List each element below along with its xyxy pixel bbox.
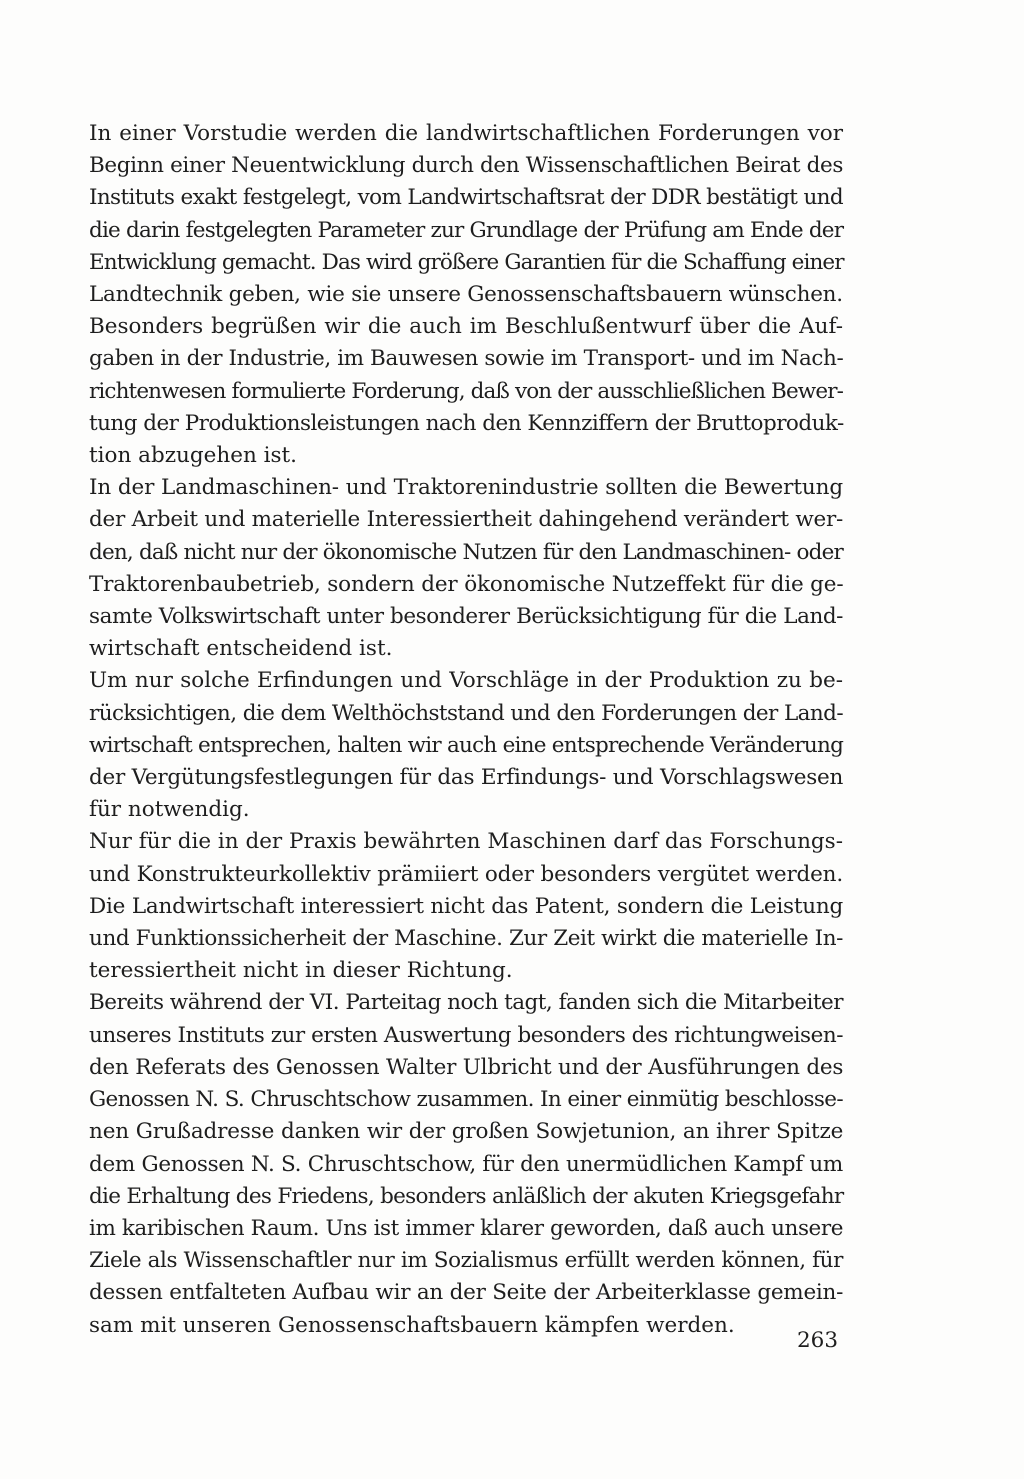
text-line: dem Genossen N. S. Chruschtschow, für den unermüdlichen Kampf um xyxy=(89,1151,843,1177)
text-line: Instituts exakt festgelegt, vom Landwirtschaftsrat der DDR bestätigt und xyxy=(89,185,844,211)
text-line: Entwicklung gemacht. Das wird größere Garantien für die Schaffung einer xyxy=(89,249,844,275)
text-line: für notwendig. xyxy=(89,797,250,823)
text-line: tung der Produktionsleistungen nach den Kennziffern der Bruttoproduk- xyxy=(89,410,844,436)
text-line: samte Volkswirtschaft unter besonderer Berücksichtigung für die Land- xyxy=(89,604,843,630)
text-line: Genossen N. S. Chruschtschow zusammen. In einer einmütig beschlosse- xyxy=(89,1087,843,1113)
text-line: die Erhaltung des Friedens, besonders anläßlich der akuten Kriegsgefahr xyxy=(89,1183,844,1209)
paragraph xyxy=(89,472,843,665)
text-line: Um nur solche Erfindungen und Vorschläge in der Produktion zu be- xyxy=(89,668,843,694)
text-line: Nur für die in der Praxis bewährten Maschinen darf das Forschungs- xyxy=(89,829,843,855)
text-line: rücksichtigen, die dem Welthöchststand und den Forderungen der Land- xyxy=(89,700,843,726)
text-line: im karibischen Raum. Uns ist immer klarer geworden, daß auch unsere xyxy=(89,1215,843,1241)
text-line: Besonders begrüßen wir die auch im Beschlußentwurf über die Auf- xyxy=(89,314,843,340)
text-line: In einer Vorstudie werden die landwirtschaftlichen Forderungen vor xyxy=(89,121,843,146)
text-line: sam mit unseren Genossenschaftsbauern kämpfen werden. xyxy=(89,1312,735,1338)
text-line: In der Landmaschinen- und Traktorenindustrie sollten die Bewertung xyxy=(89,475,843,501)
text-line: dessen entfalteten Aufbau wir an der Seite der Arbeiterklasse gemein- xyxy=(89,1280,844,1306)
paragraph xyxy=(89,118,843,311)
text-line: wirtschaft entsprechen, halten wir auch eine entsprechende Veränderung xyxy=(89,732,844,758)
text-line: der Vergütungsfestlegungen für das Erfindungs- und Vorschlagswesen xyxy=(89,765,844,791)
text-line: Beginn einer Neuentwicklung durch den Wissenschaftlichen Beirat des xyxy=(89,153,843,179)
paragraph xyxy=(89,826,843,987)
text-line: unseres Instituts zur ersten Auswertung besonders des richtungweisen- xyxy=(89,1022,843,1048)
text-line: und Funktionssicherheit der Maschine. Zur Zeit wirkt die materielle In- xyxy=(89,926,843,952)
text-line: Ziele als Wissenschaftler nur im Sozialismus erfüllt werden können, für xyxy=(89,1248,843,1274)
text-line: der Arbeit und materielle Interessiertheit dahingehend verändert wer- xyxy=(89,507,843,533)
body-text xyxy=(89,118,843,1342)
text-line: die darin festgelegten Parameter zur Grundlage der Prüfung am Ende der xyxy=(89,217,844,243)
text-line: nen Grußadresse danken wir der großen Sowjetunion, an ihrer Spitze xyxy=(89,1119,844,1145)
paragraph xyxy=(89,987,843,1341)
paragraph xyxy=(89,311,843,472)
paragraph xyxy=(89,665,843,826)
text-line: den, daß nicht nur der ökonomische Nutzen für den Landmaschinen- oder xyxy=(89,539,843,565)
text-line: wirtschaft entscheidend ist. xyxy=(89,636,393,662)
text-line: richtenwesen formulierte Forderung, daß von der ausschließlichen Bewer- xyxy=(89,378,843,404)
text-line: Landtechnik geben, wie sie unsere Genossenschaftsbauern wünschen. xyxy=(89,282,843,308)
text-line: den Referats des Genossen Walter Ulbricht und der Ausführungen des xyxy=(89,1054,844,1080)
page-number: 263 xyxy=(797,1328,839,1353)
text-line: tion abzugehen ist. xyxy=(89,443,298,469)
text-line: teressiertheit nicht in dieser Richtung. xyxy=(89,958,513,984)
text-line: gaben in der Industrie, im Bauwesen sowie im Transport- und im Nach- xyxy=(89,346,844,372)
text-line: und Konstrukteurkollektiv prämiiert oder besonders vergütet werden. xyxy=(89,861,843,887)
text-line: Traktorenbaubetrieb, sondern der ökonomische Nutzeffekt für die ge- xyxy=(89,571,844,597)
text-line: Die Landwirtschaft interessiert nicht das Patent, sondern die Leistung xyxy=(89,893,844,919)
text-line: Bereits während der VI. Parteitag noch tagt, fanden sich die Mitarbeiter xyxy=(89,990,843,1016)
